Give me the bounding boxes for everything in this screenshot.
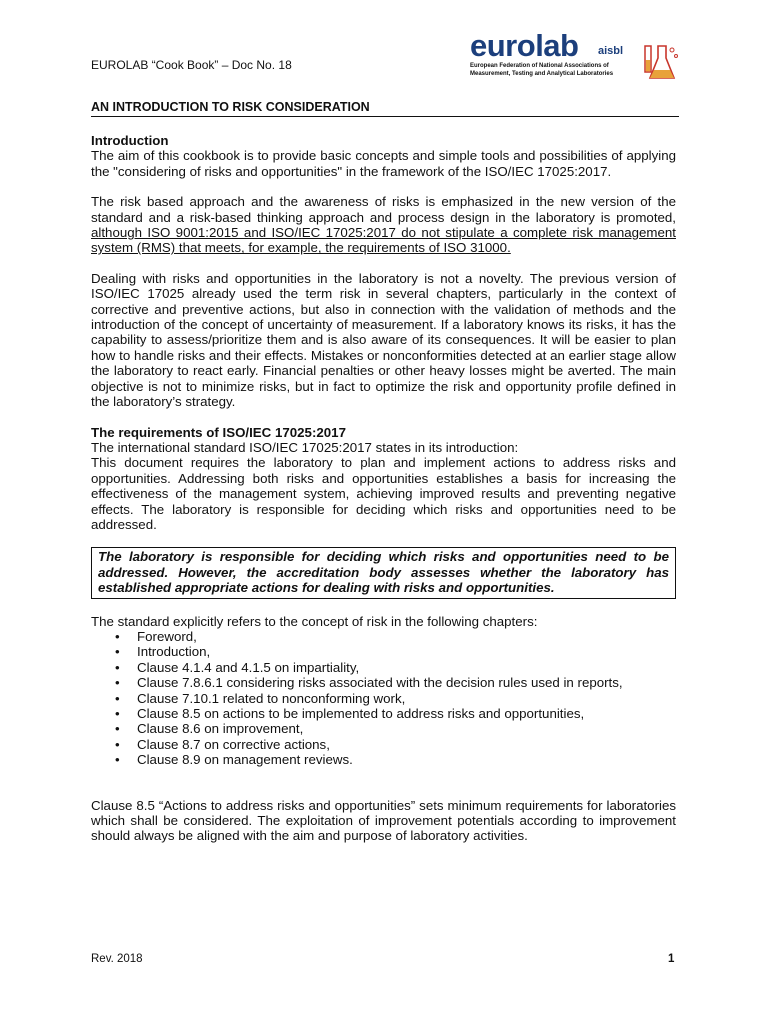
logo-aisbl: aisbl (598, 45, 624, 57)
list-item: • Clause 7.8.6.1 considering risks associated with the decision rules used in reports, (137, 675, 676, 690)
logo-subtitle (470, 63, 613, 78)
logo-word-lab: lab (535, 28, 579, 63)
document-reference: EUROLAB “Cook Book” – Doc No. 18 (91, 58, 292, 72)
list-item: • Clause 4.1.4 and 4.1.5 on impartiality, (137, 660, 676, 675)
page-number: 1 (668, 953, 675, 965)
eurolab-logo (470, 30, 680, 88)
intro-paragraph-2 (91, 194, 676, 256)
intro-paragraph-2-underlined: although ISO 9001:2015 and ISO/IEC 17025:2017 do not stipulate a complete risk management system (RMS) that meets, for example, the requirements of ISO 31000. (91, 225, 676, 256)
logo-wordmark (470, 30, 578, 62)
logo-subtitle-line1: European Federation of National Associations of (470, 63, 609, 69)
intro-paragraph-2-text: The risk based approach and the awareness of risks is emphasized in the new version of the standard and a risk-based thinking approach and process design in the laboratory is promoted, (91, 194, 676, 225)
list-item: • Clause 8.9 on management reviews. (137, 752, 676, 767)
intro-paragraph-3: Dealing with risks and opportunities in the laboratory is not a novelty. The previous version of ISO/IEC 17025 already used the term risk in several chapters, particularly in the context of corrective and preventive actions, but also in connection with the validation of methods and the introduction of the concept of uncertainty of measurement. If a laboratory knows its risks, it has the capability to assess/prioritize them and is also aware of its consequences. It will be easier to plan how to handle risks and their effects. Mistakes or nonconformities detected at an earlier stage allow the laboratory to react early. Financial penalties or other heavy losses might be averted. The main objective is not to minimize risks, but in fact to optimize the risk and opportunity profile defined in the laboratory’s strategy. (91, 270, 676, 410)
requirements-paragraph-1: This document requires the laboratory to plan and implement actions to address risks and opportunities. Addressing both risks and opportunities establishes a basis for increasing the effectiveness of the management system, achieving improved results and preventing negative effects. The laboratory is responsible for deciding which risks and opportunities need to be addressed. (91, 455, 676, 532)
requirements-line-1: The international standard ISO/IEC 17025:2017 states in its introduction: (91, 439, 519, 455)
intro-paragraph-1: The aim of this cookbook is to provide basic concepts and simple tools and possibilities of applying the "considering of risks and opportunities" in the framework of the ISO/IEC 17025:2017. (91, 148, 676, 179)
chapters-list (91, 629, 676, 768)
list-item: • Clause 8.7 on corrective actions, (137, 737, 676, 752)
document-title: AN INTRODUCTION TO RISK CONSIDERATION (91, 100, 679, 117)
list-item: • Clause 8.6 on improvement, (137, 721, 676, 736)
clause-paragraph: Clause 8.5 “Actions to address risks and opportunities” sets minimum requirements for laboratories which shall be considered. The exploitation of improvement potentials according to improvement should always be aligned with the aim and purpose of laboratory activities. (91, 797, 676, 844)
footer-revision: Rev. 2018 (91, 953, 143, 965)
document-body (91, 133, 676, 844)
boxed-note: The laboratory is responsible for deciding which risks and opportunities need to be addressed. However, the accreditation body assesses whether the laboratory has established appropriate actions for dealing with risks and opportunities. (91, 547, 676, 598)
list-item: • Clause 7.10.1 related to nonconforming work, (137, 691, 676, 706)
lab-flask-icon (642, 40, 680, 86)
chapters-intro: The standard explicitly refers to the concept of risk in the following chapters: (91, 613, 538, 629)
list-item: • Foreword, (137, 629, 676, 644)
logo-word-euro: euro (470, 28, 536, 63)
logo-subtitle-line2: Measurement, Testing and Analytical Laboratories (470, 70, 614, 77)
list-item: • Clause 8.5 on actions to be implemented to address risks and opportunities, (137, 706, 676, 721)
heading-requirements: The requirements of ISO/IEC 17025:2017 (91, 424, 346, 440)
heading-introduction: Introduction (91, 133, 169, 148)
list-item: • Introduction, (137, 644, 676, 659)
